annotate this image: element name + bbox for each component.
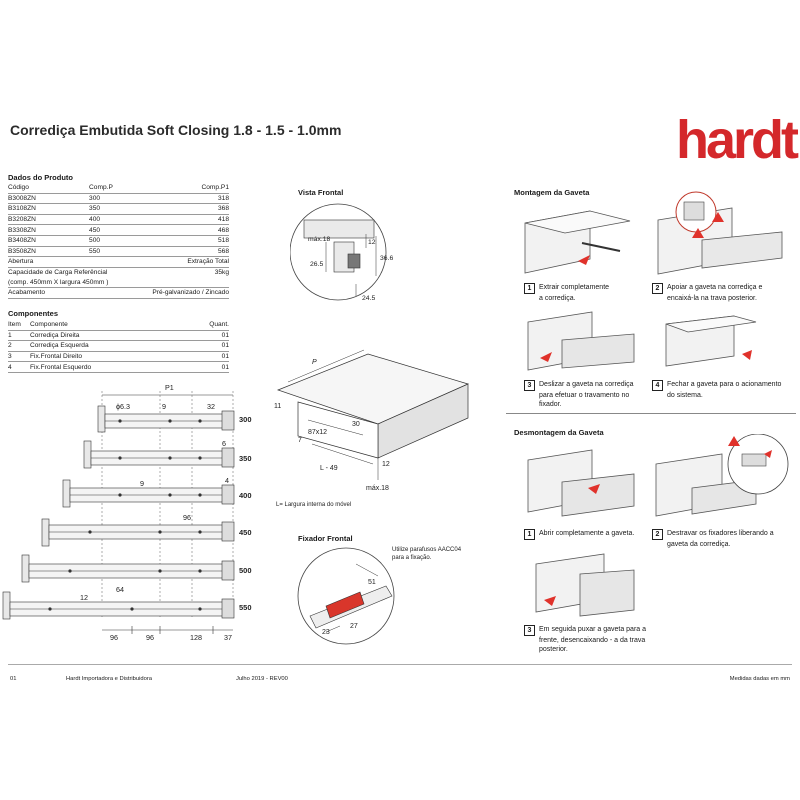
cell-comp-p1: 468 xyxy=(152,225,229,236)
dim-hole: ϕ6.3 xyxy=(116,402,131,411)
montagem-step-1 xyxy=(524,283,649,303)
slides-drawing xyxy=(0,378,262,648)
cell-quantity: 01 xyxy=(170,351,229,362)
capacidade-value: 35kg xyxy=(214,269,229,277)
desmontagem-step-3 xyxy=(524,625,654,654)
table-row xyxy=(8,214,229,225)
montagem-step-3 xyxy=(524,380,649,409)
step-text: fixador. xyxy=(539,401,562,408)
table-header-row xyxy=(8,183,229,193)
capacidade-sub: (comp. 450mm X largura 450mm ) xyxy=(8,277,229,287)
cell-component: Corrediça Esquerda xyxy=(30,341,170,352)
dim-51: 51 xyxy=(368,579,376,586)
dim-max18: máx.18 xyxy=(308,236,331,243)
dim-27: 27 xyxy=(350,623,358,630)
dim-12: 12 xyxy=(80,593,88,602)
step-number: 1 xyxy=(524,529,535,540)
dim-max18: máx.18 xyxy=(366,485,389,492)
cell-component: Fix.Frontal Esquerdo xyxy=(30,362,170,373)
desmontagem-step-1 xyxy=(524,529,649,540)
length-label: 350 xyxy=(239,454,252,463)
dim-11: 11 xyxy=(274,403,282,410)
fixador-heading: Fixador Frontal xyxy=(298,534,353,543)
fixador-drawing xyxy=(296,546,416,650)
section-divider xyxy=(506,413,796,414)
dim-4: 4 xyxy=(225,476,229,485)
montagem-step4-image xyxy=(656,310,776,372)
table-row xyxy=(8,362,229,373)
dim-30: 30 xyxy=(352,421,360,428)
dim-87: 87x12 xyxy=(308,429,328,436)
product-data-heading: Dados do Produto xyxy=(8,173,73,182)
cell-comp-p1: 318 xyxy=(152,193,229,204)
dim-9a: 9 xyxy=(162,402,166,411)
dim-64: 64 xyxy=(116,585,124,594)
cell-comp-p: 500 xyxy=(89,235,152,246)
cell-quantity: 01 xyxy=(170,330,229,341)
table-row xyxy=(8,193,229,204)
montagem-step-2 xyxy=(652,283,797,303)
step-text: a corrediça. xyxy=(539,295,576,302)
step-text: Abrir completamente a gaveta. xyxy=(539,530,635,537)
length-label: 300 xyxy=(239,415,252,424)
footer-note: Medidas dadas em mm xyxy=(729,676,790,682)
step-number: 2 xyxy=(652,529,663,540)
length-label: 400 xyxy=(239,491,252,500)
dim-12: 12 xyxy=(368,239,376,246)
page-title: Corrediça Embutida Soft Closing 1.8 - 1.5 - 1.0mm xyxy=(10,122,342,138)
montagem-step-4 xyxy=(652,380,797,400)
table-row xyxy=(8,267,229,277)
cell-comp-p: 450 xyxy=(89,225,152,236)
dim-26-5: 26.5 xyxy=(310,261,324,268)
step-text: encaixá-la na trava posterior. xyxy=(667,295,757,302)
fixador-note-line: Utilize parafusos AACC04 xyxy=(392,547,462,553)
capacidade-label: Capacidade de Carga Referêncial xyxy=(8,269,108,277)
desmontagem-step1-image xyxy=(522,444,642,524)
cell-code: B3408ZN xyxy=(8,235,89,246)
length-label: 450 xyxy=(239,528,252,537)
cell-comp-p: 300 xyxy=(89,193,152,204)
desmontagem-heading: Desmontagem da Gaveta xyxy=(514,428,604,437)
desmontagem-step3-image xyxy=(530,550,640,624)
cell-item: 2 xyxy=(8,341,30,352)
abertura-value: Extração Total xyxy=(152,257,229,268)
components-table xyxy=(8,320,229,373)
components-heading: Componentes xyxy=(8,309,59,318)
dim-128: 128 xyxy=(190,633,202,642)
drawer-iso-drawing xyxy=(268,340,478,515)
footer-company: Hardt Importadora e Distribuidora xyxy=(66,676,153,682)
montagem-heading: Montagem da Gaveta xyxy=(514,188,590,197)
acabamento-label: Acabamento xyxy=(8,287,152,298)
table-row xyxy=(8,277,229,287)
fixador-note-line: para a fixação. xyxy=(392,555,432,561)
step-text: Em seguida puxar a gaveta para a xyxy=(539,626,647,633)
step-number: 3 xyxy=(524,625,535,636)
cell-comp-p: 550 xyxy=(89,246,152,257)
dim-96a: 96 xyxy=(183,513,191,522)
footer-divider xyxy=(8,664,792,665)
table-row xyxy=(8,287,229,298)
cell-quantity: 01 xyxy=(170,341,229,352)
cell-code: B3208ZN xyxy=(8,214,89,225)
step-number: 1 xyxy=(524,283,535,294)
dim-24-5: 24.5 xyxy=(362,295,376,302)
step-text: Apoiar a gaveta na corrediça e xyxy=(667,284,763,291)
dim-32: 32 xyxy=(207,402,215,411)
dim-37: 37 xyxy=(224,633,232,642)
cell-item: 3 xyxy=(8,351,30,362)
cell-quantity: 01 xyxy=(170,362,229,373)
cell-code: B3308ZN xyxy=(8,225,89,236)
dim-9b: 9 xyxy=(140,479,144,488)
dim-7: 7 xyxy=(298,437,302,444)
dim-96c: 96 xyxy=(146,633,154,642)
acabamento-value: Pré-galvanizado / Zincado xyxy=(152,289,229,297)
montagem-step3-image xyxy=(522,306,642,376)
cell-comp-p: 400 xyxy=(89,214,152,225)
desmontagem-step-2 xyxy=(652,529,797,549)
length-label: 550 xyxy=(239,603,252,612)
column-header: Comp.P1 xyxy=(152,183,229,193)
dim-p1: P1 xyxy=(165,383,174,392)
column-header: Quant. xyxy=(170,320,229,330)
montagem-step2-image xyxy=(652,190,792,282)
step-text: para efetuar o travamento no xyxy=(539,392,630,399)
step-text: gaveta da corrediça. xyxy=(667,541,731,548)
step-number: 4 xyxy=(652,380,663,391)
cell-code: B3108ZN xyxy=(8,204,89,215)
cell-code: B3008ZN xyxy=(8,193,89,204)
montagem-step1-image xyxy=(520,203,640,279)
step-text: Destravar os fixadores liberando a xyxy=(667,530,774,537)
vista-frontal-heading: Vista Frontal xyxy=(298,188,344,197)
step-number: 3 xyxy=(524,380,535,391)
column-header: Item xyxy=(8,320,30,330)
table-row xyxy=(8,257,229,268)
desmontagem-step2-image xyxy=(652,434,798,526)
table-row xyxy=(8,204,229,215)
dim-96b: 96 xyxy=(110,633,118,642)
step-text: Extrair completamente xyxy=(539,284,610,291)
dim-l-49: L - 49 xyxy=(320,465,338,472)
cell-comp-p: 350 xyxy=(89,204,152,215)
column-header: Comp.P xyxy=(89,183,152,193)
dim-23: 23 xyxy=(322,629,330,636)
step-text: Deslizar a gaveta na corrediça xyxy=(539,381,634,388)
cell-item: 4 xyxy=(8,362,30,373)
dim-36-6: 36.6 xyxy=(380,255,394,262)
dim-12: 12 xyxy=(382,461,390,468)
step-text: do sistema. xyxy=(667,392,703,399)
table-row xyxy=(8,235,229,246)
width-legend: L= Largura interna do móvel xyxy=(276,502,352,508)
cell-comp-p1: 568 xyxy=(152,246,229,257)
brand-logo: hardt xyxy=(676,110,796,170)
cell-item: 1 xyxy=(8,330,30,341)
table-row xyxy=(8,351,229,362)
footer-page-number: 01 xyxy=(10,676,17,682)
step-text: frente, desencaixando - a da trava xyxy=(539,637,646,644)
step-text: posterior. xyxy=(539,646,568,653)
cell-component: Corrediça Direita xyxy=(30,330,170,341)
table-header-row xyxy=(8,320,229,330)
length-label: 500 xyxy=(239,566,252,575)
dim-p: P xyxy=(312,359,317,366)
footer-date: Julho 2019 - REV00 xyxy=(236,676,288,682)
table-row xyxy=(8,246,229,257)
cell-comp-p1: 368 xyxy=(152,204,229,215)
step-text: Fechar a gaveta para o acionamento xyxy=(667,381,782,388)
table-row xyxy=(8,341,229,352)
product-data-table xyxy=(8,183,229,299)
column-header: Código xyxy=(8,183,89,193)
cell-component: Fix.Frontal Direito xyxy=(30,351,170,362)
table-row xyxy=(8,225,229,236)
column-header: Componente xyxy=(30,320,170,330)
table-row xyxy=(8,330,229,341)
cell-comp-p1: 518 xyxy=(152,235,229,246)
cell-comp-p1: 418 xyxy=(152,214,229,225)
step-number: 2 xyxy=(652,283,663,294)
dim-6: 6 xyxy=(222,439,226,448)
abertura-label: Abertura xyxy=(8,257,152,268)
cell-code: B3508ZN xyxy=(8,246,89,257)
vista-frontal-drawing xyxy=(290,196,410,306)
